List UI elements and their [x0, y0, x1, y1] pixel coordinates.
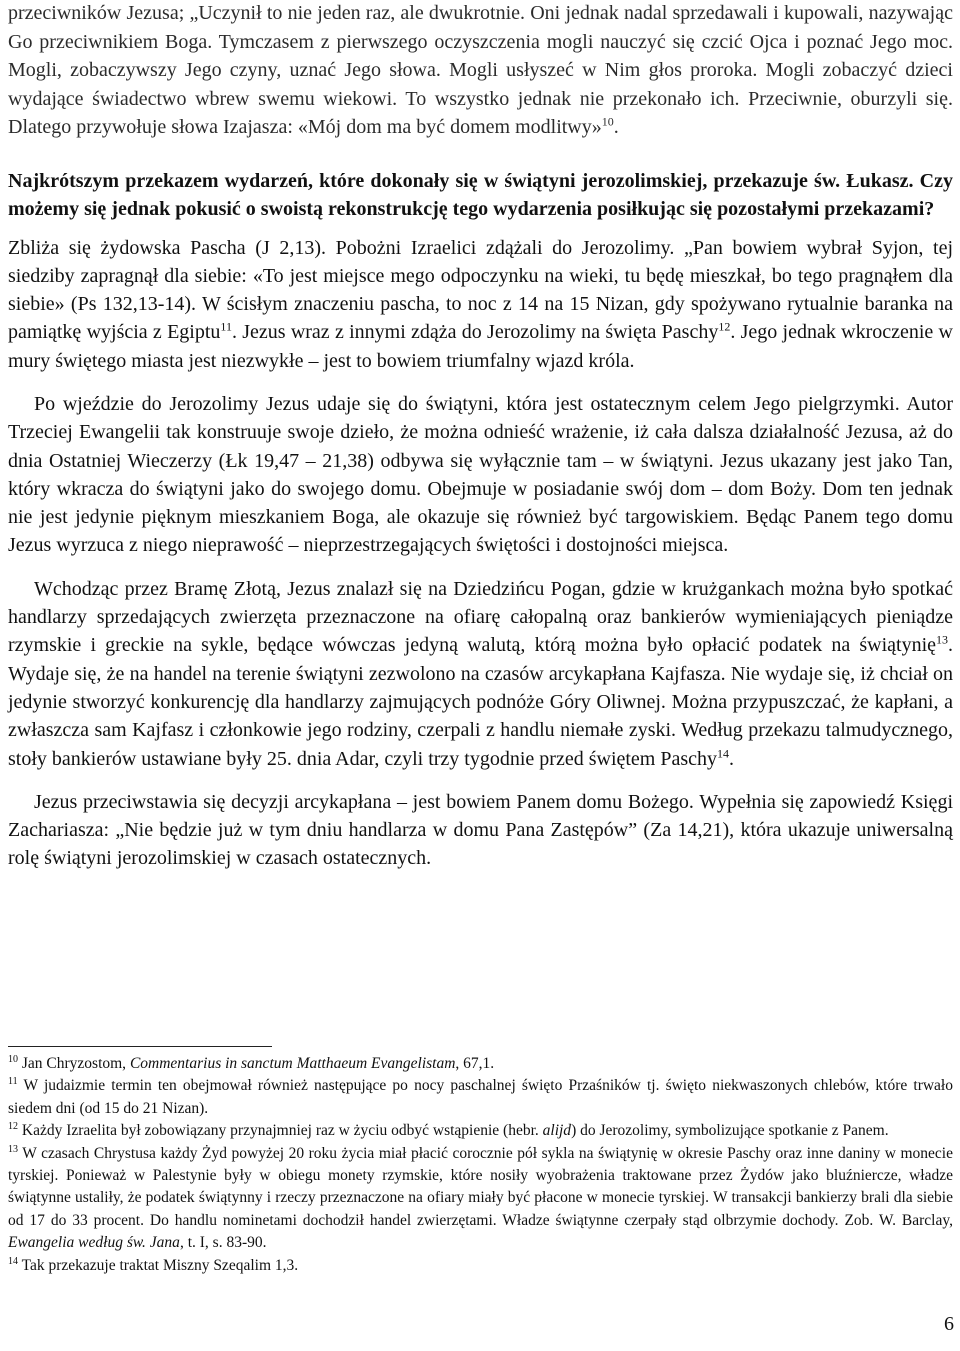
paragraph-text: . Jezus wraz z innymi zdąża do Jerozolimy na święta Paschy: [231, 321, 719, 344]
intro-text: przeciwników Jezusa; „Uczynił to nie jeden raz, ale dwukrotnie. Oni jednak nadal sprzedawali i kupowali, nazywając Go przeciwnikiem Boga. Tymczasem z pierwszego oczyszczenia mogli nauczyć się czcić Ojca i poznać Jego moc. Mogli, zobaczywszy Jego czyny, uznać Jego słowa. Mogli usłyszeć w Nim głos proroka. Mogli zobaczyć dzieci wydające świadectwo wbrew swemu wiekowi. To wszystko jednak nie przekonało ich. Przeciwnie, oburzyli się. Dlatego przywołuje słowa Izajasza: «Mój dom ma być domem modlitwy»: [8, 2, 953, 138]
footnote-text: , t. I, s. 83-90.: [179, 1234, 267, 1252]
paragraph-temple: Po wjeździe do Jerozolimy Jezus udaje się do świątyni, która jest ostatecznym celem Jego pielgrzymki. Autor Trzeciej Ewangelii tak konstruuje swoje dzieło, że można odnieść wrażenie, iż cała dalsza działalność Jezusa, aż do dnia Ostatniej Wieczerzy (Łk 19,47 – 21,38) odbywa się wyłącznie tam – w świątyni. Jezus ukazany jest jako Tan, który wkracza do świątyni jako do swojego domu. Obejmuje w posiadanie swój dom – dom Boży. Dom ten jednak nie jest jedynie pięknym mieszkaniem Boga, ale okazuje się również być targowiskiem. Będąc Panem tego domu Jezus wyrzuca z niego nieprawość – nieprzestrzegających świętości i dostojności miejsca.: [8, 392, 953, 557]
footnotes-section: [8, 1046, 953, 1277]
intro-end: .: [613, 116, 619, 138]
footnote-text: W czasach Chrystusa każdy Żyd powyżej 20 roku życia miał płacić corocznie pół sykla na świątynię w okresie Paschy oraz inne daniny w monecie tyrskiej. Ponieważ w Palestynie były w obiegu monety rzymskie, które nosiły wyobrażenia traktowane przez Żydów jako bluźniercze, władze świątynne ustaliły, że podatek świątynny i rzeczy przeznaczone na ofiary miały być płacone w monecie tyrskiej. W transakcji bankierzy brali dla siebie od 17 do 33 procent. Do handlu nominetami dochodził handel zwierzętami. Władze świątynne czerpały stąd olbrzymie dochody. Zob. W. Barclay,: [8, 1144, 953, 1229]
footnote-text: W judaizmie termin ten obejmował również następujące po nocy paschalnej święto Przaśników tj. święto niekwaszonych chlebów, które trwało siedem dni (od 15 do 21 Nizan).: [8, 1077, 953, 1117]
paragraph-text: Wchodząc przez Bramę Złotą, Jezus znalazł się na Dziedzińcu Pogan, gdzie w krużgankach można było spotkać handlarzy sprzedających zwierzęta przeznaczone na ofiarę całopalną oraz bankierów wymieniających pieniądze rzymskie i greckie na sykle, będące wówczas jedyną walutą, którą można było opłacić podatek na świątynię: [8, 577, 953, 657]
paragraph-text: Zbliża się żydowska Pascha (J 2,13). Pobożni Izraelici zdążali do Jerozolimy. „Pan bowiem wybrał Syjon, tej siedziby zapragnął dla siebie: «To jest miejsce mego odpoczynku na wieki, tu będę mieszkał, bo tego pragnąłem dla siebie» (Ps 132,13-14). W ścisłym znaczeniu pascha, to noc z 14 na 15 Nizan, gdy spożywano rytualnie baranka na pamiątkę wyjścia z Egiptu: [8, 236, 953, 344]
footnote-ref-12[interactable]: 12: [718, 319, 731, 334]
footnote-number: 10: [8, 1053, 18, 1065]
paragraph-zechariah: Jezus przeciwstawia się decyzji arcykapłana – jest bowiem Panem domu Bożego. Wypełnia się zapowiedź Księgi Zachariasza: „Nie będzie już w tym dniu handlarza w domu Pana Zastępów” (Za 14,21), która ukazuje uniwersalną rolę świątyni jerozolimskiej w czasach ostatecznych.: [8, 790, 953, 870]
footnote-title: Commentarius in sanctum Matthaeum Evangelistam: [129, 1055, 456, 1072]
paragraph-text: . Jego jednak wkroczenie w mury świętego miasta jest niezwykłe – jest to bowiem triumfalny wjazd króla.: [8, 321, 954, 372]
intro-paragraph: [8, 0, 953, 142]
footnote-divider: [8, 1046, 272, 1047]
footnote-ref-10[interactable]: 10: [601, 114, 614, 129]
footnote-number: 11: [8, 1076, 18, 1088]
paragraph-text: . Wydaje się, że na handel na terenie świątyni zezwolono na czasów arcykapłana Kajfasza. Nie wydaje się, iż chciał on jedynie stworzyć konkurencję dla handlarzy zajmujących podnóże Góry Oliwnej. Można przypuszczać, że kapłani, a zwłaszcza sam Kajfasz i członkowie jego rodziny, czerpali z handlu niemałe zyski. Według przekazu talmudycznego, stoły bankierów ustawiane były 25. dnia Adar, czyli trzy tygodnie przed świętem Paschy: [8, 634, 953, 770]
footnote-text: , 67,1.: [455, 1055, 495, 1072]
footnote-text: Każdy Izraelita był zobowiązany przynajmniej raz w życiu odbyć wstąpienie (hebr.: [18, 1122, 543, 1140]
footnote-number: 14: [8, 1255, 18, 1267]
paragraph-passover: [8, 234, 953, 375]
page-number: 6: [944, 1313, 954, 1335]
footnote-term: alijd: [542, 1122, 572, 1140]
footnote-number: 13: [8, 1143, 18, 1155]
footnote-ref-13[interactable]: 13: [936, 632, 948, 647]
footnote-ref-11[interactable]: 11: [220, 319, 232, 334]
footnote-number: 12: [8, 1121, 18, 1133]
footnote-text: Jan Chryzostom,: [18, 1055, 130, 1072]
page-content: [8, 0, 953, 873]
footnote-text: Tak przekazuje traktat Miszny Szeqalim 1,3.: [18, 1256, 299, 1274]
footnote-ref-14[interactable]: 14: [717, 745, 730, 760]
paragraph-text: .: [729, 747, 735, 770]
paragraph-merchants: [8, 575, 953, 773]
footnote-10: [8, 1053, 953, 1075]
footnote-title: Ewangelia według św. Jana: [8, 1234, 180, 1252]
footnote-14: [8, 1255, 953, 1277]
footnote-11: [8, 1075, 953, 1120]
footnote-text: ) do Jerozolimy, symbolizujące spotkanie z Panem.: [571, 1122, 889, 1140]
section-question: Najkrótszym przekazem wydarzeń, które dokonały się w świątyni jerozolimskiej, przekazuje św. Łukasz. Czy możemy się jednak pokusić o swoistą rekonstrukcję tego wydarzenia posiłkując się pozostałymi przekazami?: [8, 169, 953, 220]
footnote-12: [8, 1120, 953, 1142]
footnote-13: [8, 1143, 953, 1255]
